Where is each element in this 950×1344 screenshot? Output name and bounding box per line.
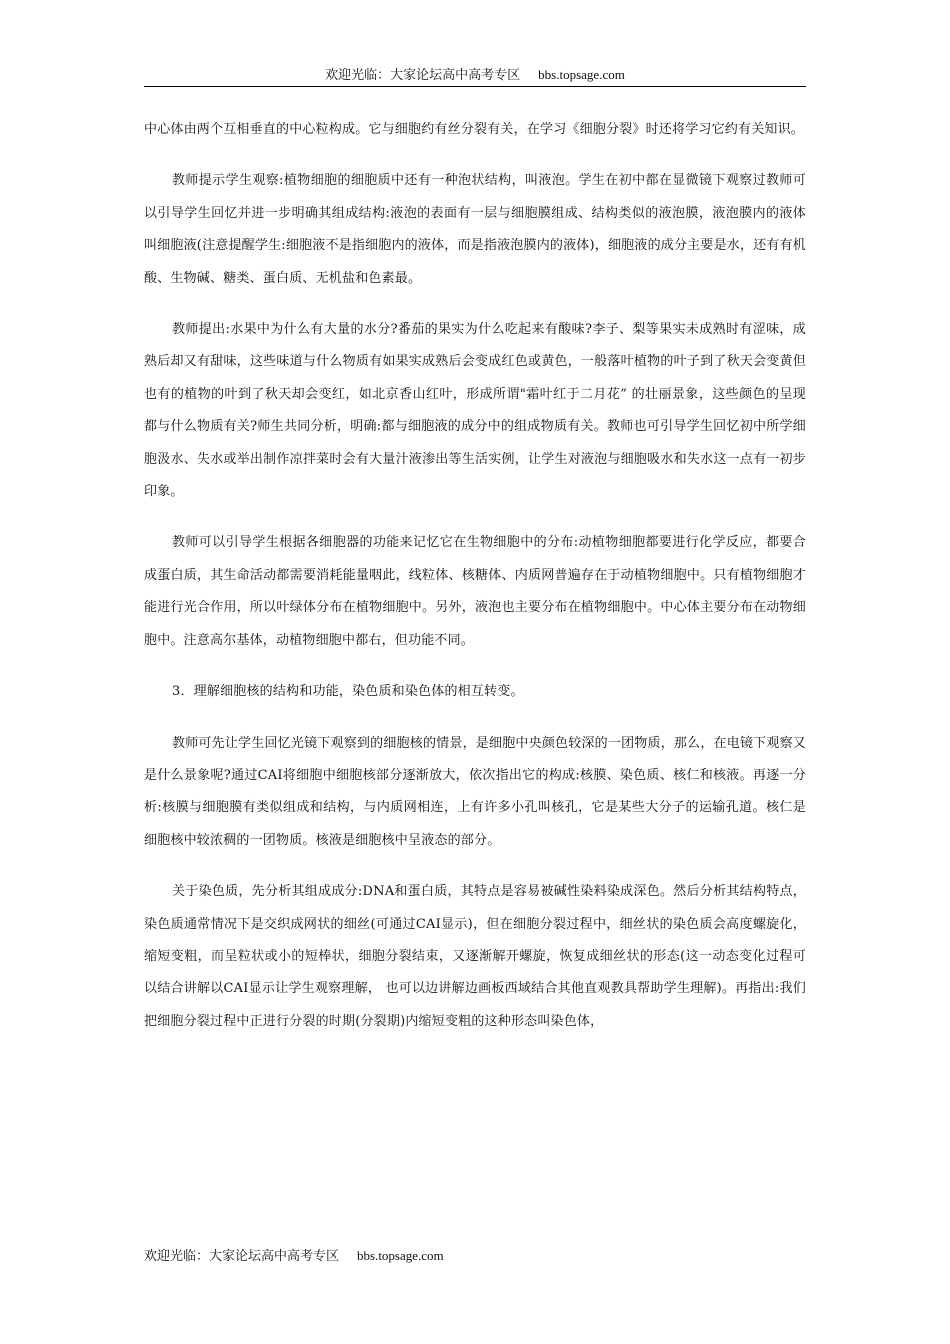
page-header xyxy=(144,64,806,87)
page-footer xyxy=(144,1245,444,1268)
header-welcome-text: 欢迎光临：大家论坛高中高考专区 xyxy=(325,68,521,83)
paragraph-section-heading: 3．理解细胞核的结构和功能，染色质和染色体的相互转变。 xyxy=(172,684,524,700)
paragraph-vacuole: 教师提示学生观察:植物细胞的细胞质中还有一种泡状结构，叫液泡。学生在初中都在显微镜下观察过教师可以引导学生回忆并进一步明确其组成结构:液泡的表面有一层与细胞膜组成、结构类似的液泡膜，液泡膜内的液体叫细胞液(注意提醒学生:细胞液不是指细胞内的液体，而是指液泡膜内的液体)，细胞液的成分主要是水，还有有机酸、生物碱、糖类、蛋白质、无机盐和色素最。 xyxy=(144,173,806,286)
footer-welcome-text: 欢迎光临：大家论坛高中高考专区 xyxy=(144,1249,340,1264)
header-site-link[interactable]: bbs.topsage.com xyxy=(538,67,625,82)
footer-site-link[interactable]: bbs.topsage.com xyxy=(357,1248,444,1263)
document-body xyxy=(144,114,806,1038)
paragraph-cell-sap-questions: 教师提出:水果中为什么有大量的水分?番茄的果实为什么吃起来有酸味?李子、梨等果实未成熟时有涩味，成熟后却又有甜味，这些味道与什么物质有如果实成熟后会变成红色或黄色，一般落叶植物的叶子到了秋天会变黄但也有的植物的叶到了秋天却会变红，如北京香山红叶，形成所谓"霜叶红于二月花” 的壮丽景象，这些颜色的呈现都与什么物质有关?师生共同分析，明确:都与细胞液的成分中的组成物质有关。教师也可引导学生回忆初中所学细胞汲水、失水或举出制作凉拌菜时会有大量汁液渗出等生活实例，让学生对液泡与细胞吸水和失水这一点有一初步印象。 xyxy=(144,322,806,500)
paragraph-chromatin: 关于染色质，先分析其组成成分:DNA和蛋白质，其特点是容易被碱性染料染成深色。然后分析其结构特点，染色质通常情况下是交织成网状的细丝(可通过CAI显示)，但在细胞分裂过程中，细丝状的染色质会高度螺旋化，缩短变粗，而呈粒状或小的短棒状，细胞分裂结束，又逐渐解开螺旋，恢复成细丝状的形态(这一动态变化过程可以结合讲解以CAI显示让学生观察理解， 也可以边讲解边画板西域结合其他直观教具帮助学生理解)。再指出:我们把细胞分裂过程中正进行分裂的时期(分裂期)内缩短变粗的这种形态叫染色体， xyxy=(144,884,806,1029)
paragraph-nucleus: 教师可先让学生回忆光镜下观察到的细胞核的情景，是细胞中央颜色较深的一团物质，那么，在电镜下观察又是什么景象呢?通过CAI将细胞中细胞核部分逐渐放大，依次指出它的构成:核膜、染色质、核仁和核液。再逐一分析:核膜与细胞膜有类似组成和结构，与内质网相连，上有许多小孔叫核孔，它是某些大分子的运输孔道。核仁是细胞核中较浓稠的一团物质。核液是细胞核中呈液态的部分。 xyxy=(144,735,806,848)
paragraph-organelle-distribution: 教师可以引导学生根据各细胞器的功能来记忆它在生物细胞中的分布:动植物细胞都要进行化学反应，都要合成蛋白质，其生命活动都需要消耗能量咽此，线粒体、核糖体、内质网普遍存在于动植物细胞中。只有植物细胞才能进行光合作用，所以叶绿体分布在植物细胞中。另外，液泡也主要分布在植物细胞中。中心体主要分布在动物细胞中。注意高尔基体，动植物细胞中都右，但功能不同。 xyxy=(144,535,806,648)
paragraph-centrosome: 中心体由两个互相垂直的中心粒构成。它与细胞约有丝分裂有关，在学习《细胞分裂》时还将学习它约有关知识。 xyxy=(144,122,805,137)
